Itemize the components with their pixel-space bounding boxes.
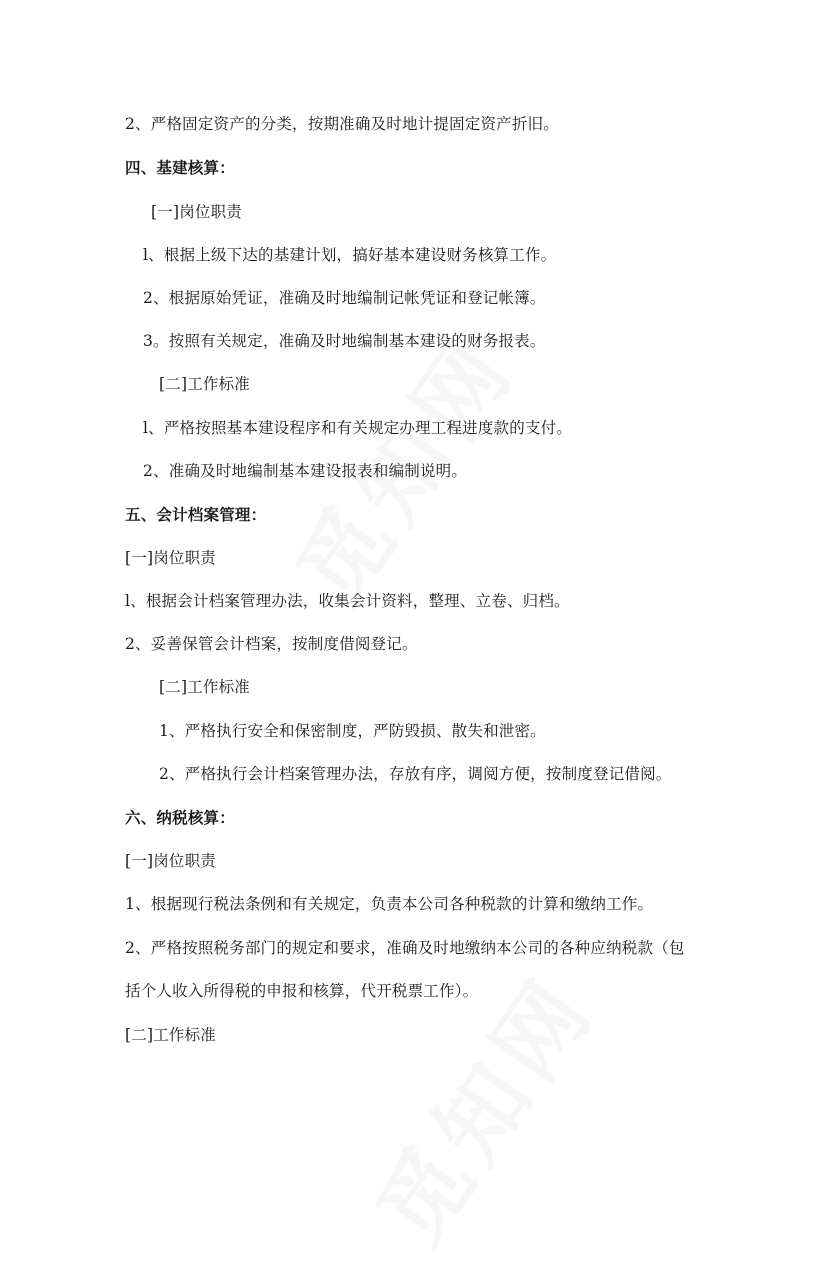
heading-tax-accounting: 六、纳税核算： <box>125 809 235 827</box>
list-item-6-1-2-line1: 2、严格按照税务部门的规定和要求，准确及时地缴纳本公司的各种应纳税款（包 <box>125 939 685 957</box>
list-item-5-2-1: 1、严格执行安全和保密制度，严防毁损、散失和泄密。 <box>159 722 546 740</box>
list-item-5-1-2: 2、妥善保管会计档案，按制度借阅登记。 <box>125 635 418 653</box>
subheading-standards-4: [二]工作标准 <box>159 375 250 393</box>
list-item-5-2-2: 2、严格执行会计档案管理办法，存放有序，调阅方便，按制度登记借阅。 <box>159 765 672 783</box>
list-item-4-2-2: 2、准确及时地编制基本建设报表和编制说明。 <box>143 462 468 480</box>
subheading-duties-4: [一]岗位职责 <box>151 203 242 221</box>
subheading-standards-6: [二]工作标准 <box>125 1026 216 1044</box>
paragraph-depreciation: 2、严格固定资产的分类，按期准确及时地计提固定资产折旧。 <box>125 115 559 133</box>
list-item-4-1-1: l、根据上级下达的基建计划，搞好基本建设财务核算工作。 <box>143 246 557 264</box>
list-item-4-1-2: 2、根据原始凭证，准确及时地编制记帐凭证和登记帐簿。 <box>143 289 546 307</box>
list-item-6-1-2-line2: 括个人收入所得税的申报和核算，代开税票工作）。 <box>125 982 479 1000</box>
list-item-4-1-3: 3。按照有关规定，准确及时地编制基本建设的财务报表。 <box>143 332 546 350</box>
list-item-4-2-1: l、严格按照基本建设程序和有关规定办理工程进度款的支付。 <box>143 419 573 437</box>
subheading-standards-5: [二]工作标准 <box>159 678 250 696</box>
list-item-6-1-1: 1、根据现行税法条例和有关规定，负责本公司各种税款的计算和缴纳工作。 <box>125 895 654 913</box>
list-item-5-1-1: l、根据会计档案管理办法，收集会计资料，整理、立卷、归档。 <box>125 592 570 610</box>
subheading-duties-5: [一]岗位职责 <box>125 549 216 567</box>
heading-capital-construction: 四、基建核算： <box>125 159 235 177</box>
heading-archive-management: 五、会计档案管理： <box>125 506 267 524</box>
subheading-duties-6: [一]岗位职责 <box>125 852 216 870</box>
